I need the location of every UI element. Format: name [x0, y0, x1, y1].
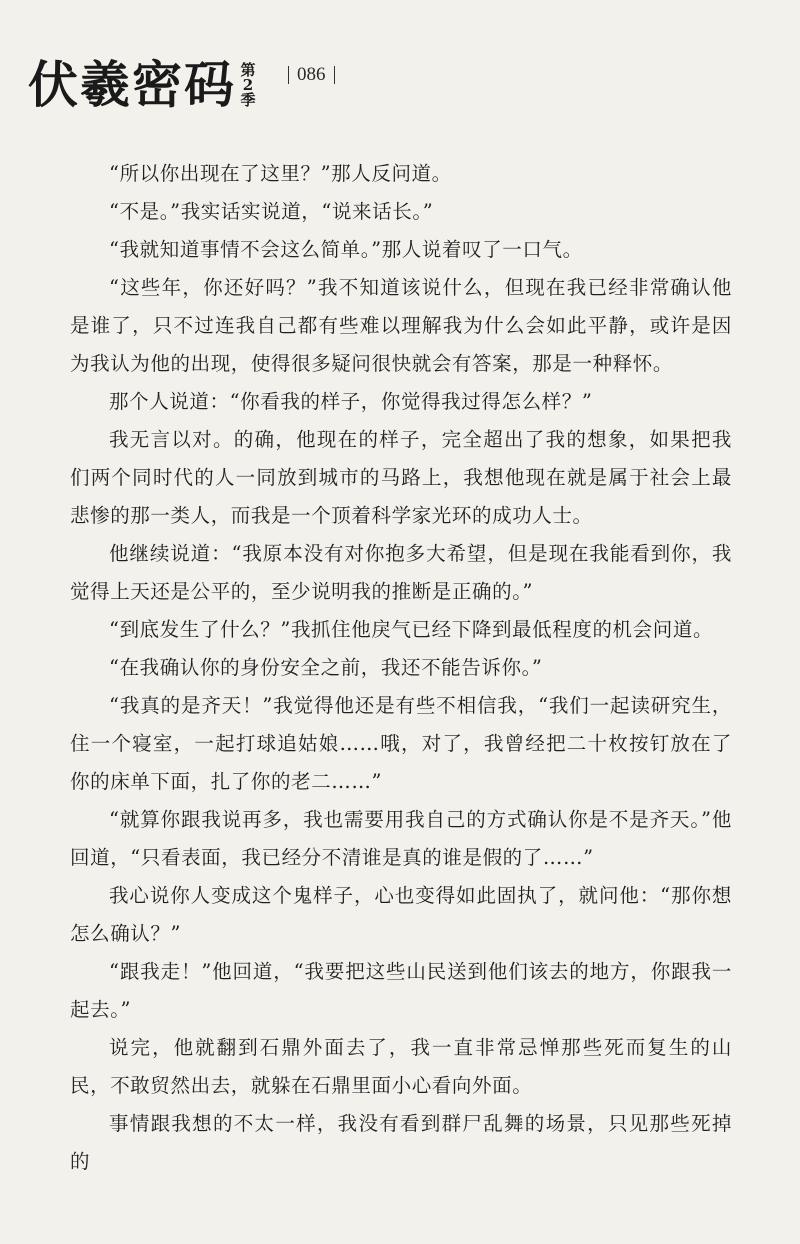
- paragraph: “我真的是齐天！”我觉得他还是有些不相信我，“我们一起读研究生，住一个寝室，一起打球追姑娘……哦，对了，我曾经把二十枚按钉放在了你的床单下面，扎了你的老二……”: [70, 694, 732, 793]
- paragraph: “跟我走！”他回道，“我要把这些山民送到他们该去的地方，你跟我一起去。”: [70, 960, 732, 1021]
- page-number: [280, 64, 343, 86]
- book-title: 伏羲密码: [28, 55, 236, 114]
- paragraph: “所以你出现在了这里？”那人反问道。: [109, 162, 452, 185]
- season-label: 第2季: [240, 61, 256, 109]
- paragraph: “在我确认你的身份安全之前，我还不能告诉你。”: [109, 656, 543, 679]
- paragraph: “就算你跟我说再多，我也需要用我自己的方式确认你是不是齐天。”他回道，“只看表面，我已经分不清谁是真的谁是假的了……”: [70, 808, 732, 869]
- paragraph: “我就知道事情不会这么简单。”那人说着叹了一口气。: [109, 238, 583, 261]
- paragraph: 我无言以对。的确，他现在的样子，完全超出了我的想象，如果把我们两个同时代的人一同放到城市的马路上，我想他现在就是属于社会上最悲惨的那一类人，而我是一个顶着科学家光环的成功人士。: [70, 428, 732, 527]
- paragraph: 事情跟我想的不太一样，我没有看到群尸乱舞的场景，只见那些死掉的: [70, 1112, 732, 1173]
- running-header: [28, 40, 343, 114]
- paragraph: “到底发生了什么？”我抓住他戾气已经下降到最低程度的机会问道。: [109, 618, 714, 641]
- page-number-left-bar: [288, 66, 289, 84]
- paragraph: 说完，他就翻到石鼎外面去了，我一直非常忌惮那些死而复生的山民，不敢贸然出去，就躲在石鼎里面小心看向外面。: [70, 1036, 732, 1097]
- body-text: [70, 155, 732, 1181]
- paragraph: “不是。”我实话实说道，“说来话长。”: [109, 200, 434, 223]
- paragraph: 那个人说道：“你看我的样子，你觉得我过得怎么样？”: [109, 390, 593, 413]
- page-number-value: 086: [297, 64, 326, 85]
- paragraph: 我心说你人变成这个鬼样子，心也变得如此固执了，就问他：“那你想怎么确认？”: [70, 884, 732, 945]
- page-number-right-bar: [334, 66, 335, 84]
- paragraph: 他继续说道：“我原本没有对你抱多大希望，但是现在我能看到你，我觉得上天还是公平的，至少说明我的推断是正确的。”: [70, 542, 732, 603]
- paragraph: “这些年，你还好吗？”我不知道该说什么，但现在我已经非常确认他是谁了，只不过连我自己都有些难以理解我为什么会如此平静，或许是因为我认为他的出现，使得很多疑问很快就会有答案，那是一种释怀。: [70, 276, 732, 375]
